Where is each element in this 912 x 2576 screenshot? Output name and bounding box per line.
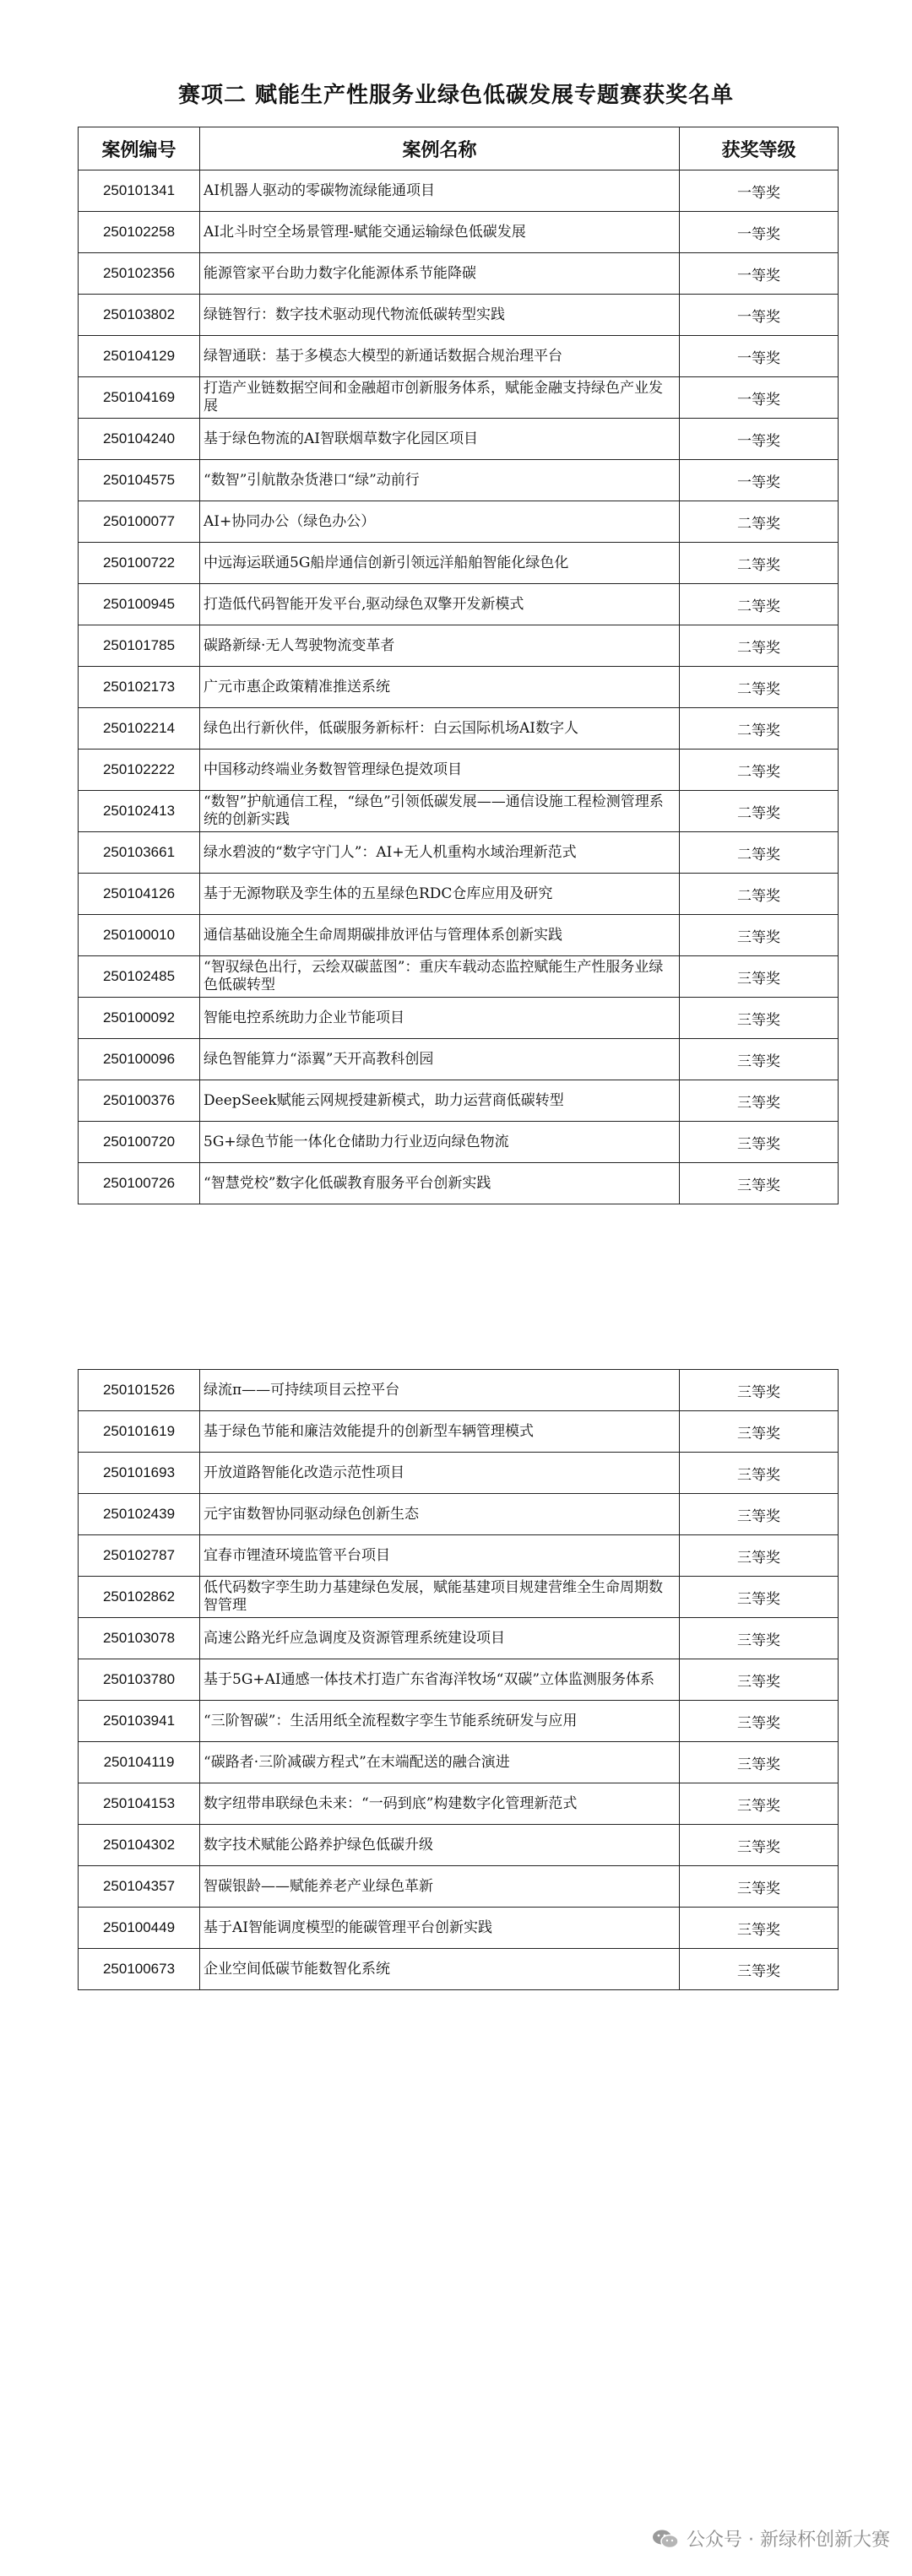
award-level: 一等奖 — [680, 377, 839, 419]
award-level: 三等奖 — [680, 1866, 839, 1908]
table-row — [79, 584, 839, 625]
award-level: 二等奖 — [680, 791, 839, 832]
case-name: 基于AI智能调度模型的能碳管理平台创新实践 — [200, 1908, 680, 1949]
case-name: 开放道路智能化改造示范性项目 — [200, 1453, 680, 1494]
case-code: 250100449 — [79, 1908, 200, 1949]
table-row — [79, 998, 839, 1039]
case-code: 250104169 — [79, 377, 200, 419]
award-level: 三等奖 — [680, 1122, 839, 1163]
case-name: 数字技术赋能公路养护绿色低碳升级 — [200, 1825, 680, 1866]
case-name: “三阶智碳”：生活用纸全流程数字孪生节能系统研发与应用 — [200, 1701, 680, 1742]
case-code: 250102439 — [79, 1494, 200, 1535]
case-code: 250104126 — [79, 874, 200, 915]
case-name: 基于绿色物流的AI智联烟草数字化园区项目 — [200, 419, 680, 460]
case-name: 绿水碧波的“数字守门人”：AI+无人机重构水域治理新范式 — [200, 832, 680, 874]
case-name: 智能电控系统助力企业节能项目 — [200, 998, 680, 1039]
case-code: 250102222 — [79, 750, 200, 791]
award-level: 三等奖 — [680, 1742, 839, 1783]
watermark — [651, 2525, 890, 2552]
case-name: “智驭绿色出行，云绘双碳蓝图”：重庆车载动态监控赋能生产性服务业绿色低碳转型 — [200, 956, 680, 998]
header-level: 获奖等级 — [680, 127, 839, 170]
header-code: 案例编号 — [79, 127, 200, 170]
table-row — [79, 377, 839, 419]
table-row — [79, 874, 839, 915]
case-code: 250100092 — [79, 998, 200, 1039]
award-level: 三等奖 — [680, 956, 839, 998]
table-row — [79, 625, 839, 667]
award-table-2 — [78, 1369, 839, 1990]
table-row — [79, 336, 839, 377]
award-level: 一等奖 — [680, 336, 839, 377]
table-row — [79, 1825, 839, 1866]
table-row — [79, 295, 839, 336]
case-code: 250101341 — [79, 170, 200, 212]
table-row — [79, 419, 839, 460]
table-row — [79, 1494, 839, 1535]
wechat-icon — [651, 2529, 680, 2549]
table-row — [79, 1701, 839, 1742]
case-name: 中远海运联通5G船岸通信创新引领远洋船舶智能化绿色化 — [200, 543, 680, 584]
case-name: “数智”护航通信工程，“绿色”引领低碳发展——通信设施工程检测管理系统的创新实践 — [200, 791, 680, 832]
case-name: 绿流π——可持续项目云控平台 — [200, 1370, 680, 1411]
case-name: 碳路新绿·无人驾驶物流变革者 — [200, 625, 680, 667]
case-code: 250100010 — [79, 915, 200, 956]
award-level: 三等奖 — [680, 1453, 839, 1494]
case-code: 250101526 — [79, 1370, 200, 1411]
case-name: 能源管家平台助力数字化能源体系节能降碳 — [200, 253, 680, 295]
table-row — [79, 791, 839, 832]
case-code: 250104357 — [79, 1866, 200, 1908]
case-name: 绿链智行：数字技术驱动现代物流低碳转型实践 — [200, 295, 680, 336]
case-code: 250102356 — [79, 253, 200, 295]
case-name: 中国移动终端业务数智管理绿色提效项目 — [200, 750, 680, 791]
award-level: 一等奖 — [680, 460, 839, 501]
case-name: AI+协同办公（绿色办公） — [200, 501, 680, 543]
watermark-text: 公众号 · 新绿杯创新大赛 — [687, 2530, 890, 2551]
case-code: 250100096 — [79, 1039, 200, 1080]
table-row — [79, 667, 839, 708]
table-row — [79, 1908, 839, 1949]
table-row — [79, 750, 839, 791]
table-row — [79, 1742, 839, 1783]
award-level: 二等奖 — [680, 584, 839, 625]
case-code: 250101785 — [79, 625, 200, 667]
case-code: 250103780 — [79, 1659, 200, 1701]
table-row — [79, 956, 839, 998]
award-level: 一等奖 — [680, 419, 839, 460]
table-row — [79, 1783, 839, 1825]
case-name: 低代码数字孪生助力基建绿色发展，赋能基建项目规建营维全生命周期数智管理 — [200, 1577, 680, 1618]
award-level: 三等奖 — [680, 1039, 839, 1080]
case-code: 250100077 — [79, 501, 200, 543]
table-row — [79, 1411, 839, 1453]
table-row — [79, 1535, 839, 1577]
award-level: 一等奖 — [680, 295, 839, 336]
case-name: 绿智通联：基于多模态大模型的新通话数据合规治理平台 — [200, 336, 680, 377]
case-name: 5G+绿色节能一体化仓储助力行业迈向绿色物流 — [200, 1122, 680, 1163]
table-row — [79, 1163, 839, 1204]
case-name: 打造产业链数据空间和金融超市创新服务体系，赋能金融支持绿色产业发展 — [200, 377, 680, 419]
case-name: 元宇宙数智协同驱动绿色创新生态 — [200, 1494, 680, 1535]
page-title: 赛项二 赋能生产性服务业绿色低碳发展专题赛获奖名单 — [177, 83, 735, 108]
case-name: 通信基础设施全生命周期碳排放评估与管理体系创新实践 — [200, 915, 680, 956]
award-level: 二等奖 — [680, 750, 839, 791]
case-code: 250102413 — [79, 791, 200, 832]
award-level: 三等奖 — [680, 1494, 839, 1535]
table-row — [79, 501, 839, 543]
award-level: 三等奖 — [680, 1370, 839, 1411]
case-code: 250100722 — [79, 543, 200, 584]
case-code: 250101693 — [79, 1453, 200, 1494]
case-name: “碳路者·三阶减碳方程式”在末端配送的融合演进 — [200, 1742, 680, 1783]
case-code: 250101619 — [79, 1411, 200, 1453]
case-code: 250102485 — [79, 956, 200, 998]
award-level: 二等奖 — [680, 501, 839, 543]
case-name: “智慧党校”数字化低碳教育服务平台创新实践 — [200, 1163, 680, 1204]
case-name: 基于5G+AI通感一体技术打造广东省海洋牧场“双碳”立体监测服务体系 — [200, 1659, 680, 1701]
table-row — [79, 1122, 839, 1163]
case-name: 打造低代码智能开发平台,驱动绿色双擎开发新模式 — [200, 584, 680, 625]
case-name: 高速公路光纤应急调度及资源管理系统建设项目 — [200, 1618, 680, 1659]
table-row — [79, 1577, 839, 1618]
table-row — [79, 253, 839, 295]
award-level: 三等奖 — [680, 1825, 839, 1866]
case-code: 250102258 — [79, 212, 200, 253]
award-level: 三等奖 — [680, 1908, 839, 1949]
table-row — [79, 460, 839, 501]
case-code: 250100720 — [79, 1122, 200, 1163]
table-row — [79, 170, 839, 212]
award-level: 一等奖 — [680, 212, 839, 253]
case-code: 250100673 — [79, 1949, 200, 1990]
award-level: 三等奖 — [680, 1949, 839, 1990]
case-code: 250103661 — [79, 832, 200, 874]
case-name: 绿色出行新伙伴，低碳服务新标杆：白云国际机场AI数字人 — [200, 708, 680, 750]
case-name: 数字纽带串联绿色未来：“一码到底”构建数字化管理新范式 — [200, 1783, 680, 1825]
case-name: 宜春市锂渣环境监管平台项目 — [200, 1535, 680, 1577]
case-code: 250102214 — [79, 708, 200, 750]
case-code: 250104240 — [79, 419, 200, 460]
award-level: 三等奖 — [680, 1577, 839, 1618]
case-code: 250104153 — [79, 1783, 200, 1825]
case-code: 250104302 — [79, 1825, 200, 1866]
award-level: 一等奖 — [680, 253, 839, 295]
award-level: 二等奖 — [680, 625, 839, 667]
table-row — [79, 1618, 839, 1659]
case-name: 企业空间低碳节能数智化系统 — [200, 1949, 680, 1990]
table-row — [79, 832, 839, 874]
award-level: 三等奖 — [680, 1618, 839, 1659]
table-header-row — [79, 127, 839, 170]
case-code: 250104129 — [79, 336, 200, 377]
award-level: 二等奖 — [680, 832, 839, 874]
case-name: AI机器人驱动的零碳物流绿能通项目 — [200, 170, 680, 212]
case-name: 广元市惠企政策精准推送系统 — [200, 667, 680, 708]
case-code: 250102173 — [79, 667, 200, 708]
award-level: 三等奖 — [680, 1701, 839, 1742]
table-row — [79, 212, 839, 253]
table-row — [79, 1370, 839, 1411]
award-level: 一等奖 — [680, 170, 839, 212]
header-name: 案例名称 — [200, 127, 680, 170]
award-level: 二等奖 — [680, 543, 839, 584]
table-row — [79, 1949, 839, 1990]
case-name: 智碳银龄——赋能养老产业绿色革新 — [200, 1866, 680, 1908]
award-level: 三等奖 — [680, 1163, 839, 1204]
case-code: 250102787 — [79, 1535, 200, 1577]
case-name: “数智”引航散杂货港口“绿”动前行 — [200, 460, 680, 501]
award-level: 三等奖 — [680, 1659, 839, 1701]
award-table-1 — [78, 127, 839, 1204]
case-name: 基于无源物联及孪生体的五星绿色RDC仓库应用及研究 — [200, 874, 680, 915]
case-code: 250103941 — [79, 1701, 200, 1742]
case-name: AI北斗时空全场景管理-赋能交通运输绿色低碳发展 — [200, 212, 680, 253]
table-row — [79, 1039, 839, 1080]
case-code: 250100376 — [79, 1080, 200, 1122]
case-name: 绿色智能算力“添翼”天开高教科创园 — [200, 1039, 680, 1080]
case-code: 250103078 — [79, 1618, 200, 1659]
award-level: 三等奖 — [680, 998, 839, 1039]
case-code: 250103802 — [79, 295, 200, 336]
award-level: 三等奖 — [680, 915, 839, 956]
case-code: 250100945 — [79, 584, 200, 625]
case-code: 250100726 — [79, 1163, 200, 1204]
award-level: 三等奖 — [680, 1535, 839, 1577]
table-row — [79, 915, 839, 956]
table-row — [79, 1866, 839, 1908]
award-level: 三等奖 — [680, 1783, 839, 1825]
table-row — [79, 1080, 839, 1122]
case-code: 250102862 — [79, 1577, 200, 1618]
award-level: 二等奖 — [680, 708, 839, 750]
case-code: 250104575 — [79, 460, 200, 501]
award-level: 三等奖 — [680, 1411, 839, 1453]
table-row — [79, 1453, 839, 1494]
table-row — [79, 543, 839, 584]
award-level: 二等奖 — [680, 874, 839, 915]
case-name: DeepSeek赋能云网规授建新模式，助力运营商低碳转型 — [200, 1080, 680, 1122]
award-level: 二等奖 — [680, 667, 839, 708]
table-row — [79, 708, 839, 750]
case-name: 基于绿色节能和廉洁效能提升的创新型车辆管理模式 — [200, 1411, 680, 1453]
table-row — [79, 1659, 839, 1701]
case-code: 250104119 — [79, 1742, 200, 1783]
award-level: 三等奖 — [680, 1080, 839, 1122]
